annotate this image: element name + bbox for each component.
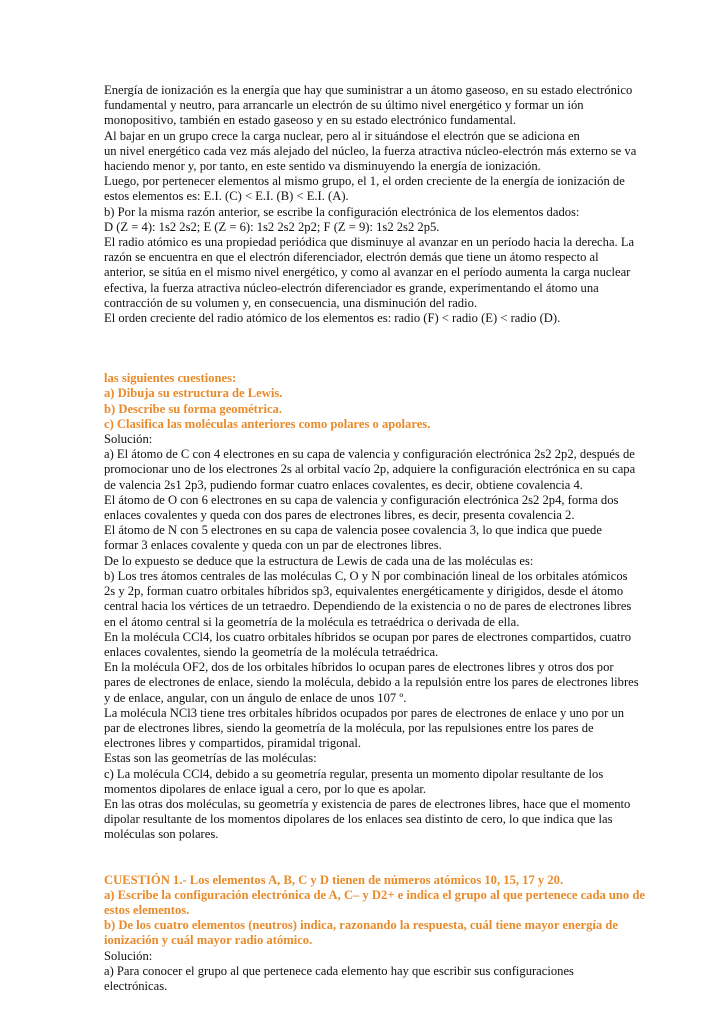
text-line: contracción de su volumen y, en consecuencia, una disminución del radio. [104,295,478,310]
text-line: anterior, se sitúa en el mismo nivel energético, y como al avanzar en el período aumenta la carga nuclear [104,265,631,280]
text-line: a) El átomo de C con 4 electrones en su capa de valencia y configuración electrónica 2s2 2p2, después de [104,447,635,462]
text-line: monopositivo, también en estado gaseoso y en su estado electrónico fundamental. [104,113,516,128]
text-line: En la molécula OF2, dos de los orbitales híbridos lo ocupan pares de electrones libres y otros dos por [104,660,614,675]
spacer [104,326,629,371]
question-heading-line: c) Clasifica las moléculas anteriores como polares o apolares. [104,416,431,431]
spacer [104,843,629,873]
text-line: momentos dipolares de enlace igual a cero, por lo que es apolar. [104,781,427,796]
text-line: enlaces covalentes, siendo la geometría de la molécula tetraédrica. [104,644,439,659]
question-heading-line: b) De los cuatro elementos (neutros) indica, razonando la respuesta, cuál tiene mayor energía de [104,918,618,933]
text-line: a) Para conocer el grupo al que pertenece cada elemento hay que escribir sus configuraciones [104,963,574,978]
text-line: Luego, por pertenecer elementos al mismo grupo, el 1, el orden creciente de la energía de ionización de [104,174,625,189]
text-line: La molécula NCl3 tiene tres orbitales híbridos ocupados por pares de electrones de enlace y uno por un [104,705,625,720]
question-heading-line: a) Escribe la configuración electrónica de A, C– y D2+ e indica el grupo al que pertenece cada uno de [104,887,645,902]
section-cuestion-1 [104,872,645,995]
text-line: un nivel energético cada vez más alejado del núcleo, la fuerza atractiva núcleo-electrón más externo se va [104,143,637,158]
text-line: De lo expuesto se deduce que la estructura de Lewis de cada una de las moléculas es: [104,553,534,568]
text-line: en el átomo central si la geometría de la molécula es tetraédrica o derivada de ella. [104,614,520,629]
text-line: dipolar resultante de los momentos dipolares de los enlaces sea distinto de cero, lo que indica que las [104,812,613,827]
section-lewis-solution [104,432,639,842]
text-line: Estas son las geometrías de las moléculas: [104,751,317,766]
text-line: par de electrones libres, siendo la geometría de la molécula, por las repulsiones entre los pares de [104,720,594,735]
text-line: Al bajar en un grupo crece la carga nuclear, pero al ir situándose el electrón que se adiciona en [104,128,580,143]
text-line: El átomo de O con 6 electrones en su capa de valencia y configuración electrónica 2s2 2p4, forma dos [104,492,619,507]
text-line: formar 3 enlaces covalente y queda con un par de electrones libres. [104,538,442,553]
text-line: moléculas son polares. [104,827,219,842]
text-line: efectiva, la fuerza atractiva núcleo-electrón diferenciador es grande, experimentando el átomo una [104,280,599,295]
question-heading-line: estos elementos. [104,902,190,917]
text-line: Solución: [104,948,153,963]
text-line: En la molécula CCl4, los cuatro orbitales híbridos se ocupan por pares de electrones compartidos, cuatro [104,629,632,644]
text-line: electrones libres y compartidos, piramidal trigonal. [104,736,362,751]
question-heading-line: ionización y cuál mayor radio atómico. [104,933,313,948]
text-line: central hacia los vértices de un tetraedro. Dependiendo de la existencia o no de pares de electrones libres [104,599,632,614]
text-line: estos elementos es: E.I. (C) < E.I. (B) < E.I. (A). [104,189,349,204]
document-page [104,83,645,994]
text-line: enlaces covalentes y queda con dos pares de electrones libres, es decir, presenta covalencia 2. [104,508,575,523]
text-line: fundamental y neutro, para arrancarle un electrón de su último nivel energético y formar un ión [104,98,584,113]
text-line: 2s y 2p, forman cuatro orbitales híbridos sp3, equivalentes energéticamente y dirigidos, desde el átomo [104,584,624,599]
section-ionization-radius [104,83,637,326]
text-line: promocionar uno de los electrones 2s al orbital vacío 2p, adquiere la configuración electrónica en su capa [104,462,636,477]
text-line: de valencia 2s1 2p3, pudiendo formar cuatro enlaces covalentes, es decir, obtiene covalencia 4. [104,477,583,492]
text-line: En las otras dos moléculas, su geometría y existencia de pares de electrones libres, hace que el momento [104,796,631,811]
text-line: b) Los tres átomos centrales de las moléculas C, O y N por combinación lineal de los orbitales atómicos [104,568,628,583]
text-line: haciendo menor y, por tanto, en este sentido va disminuyendo la energía de ionización. [104,159,541,174]
text-line: razón se encuentra en que el electrón diferenciador, electrón demás que tiene un átomo respecto al [104,250,599,265]
text-line: El radio atómico es una propiedad periódica que disminuye al avanzar en un período hacia la derecha. La [104,235,635,250]
text-line: D (Z = 4): 1s2 2s2; E (Z = 6): 1s2 2s2 2p2; F (Z = 9): 1s2 2s2 2p5. [104,219,440,234]
question-heading-line: CUESTIÓN 1.- Los elementos A, B, C y D tienen de números atómicos 10, 15, 17 y 20. [104,872,564,887]
text-line: b) Por la misma razón anterior, se escribe la configuración electrónica de los elementos dados: [104,204,580,219]
question-heading-line: a) Dibuja su estructura de Lewis. [104,386,283,401]
text-line: y de enlace, angular, con un ángulo de enlace de unos 107 º. [104,690,407,705]
text-line: c) La molécula CCl4, debido a su geometría regular, presenta un momento dipolar resultante de los [104,766,604,781]
text-line: pares de electrones de enlace, siendo la molécula, debido a la repulsión entre los pares de electrones libres [104,675,639,690]
text-line: El átomo de N con 5 electrones en su capa de valencia posee covalencia 3, lo que indica que puede [104,523,602,538]
text-line: electrónicas. [104,978,168,993]
question-heading-line: b) Describe su forma geométrica. [104,401,283,416]
question-heading-line: las siguientes cuestiones: [104,371,237,386]
text-line: El orden creciente del radio atómico de los elementos es: radio (F) < radio (E) < radio (D). [104,311,561,326]
text-line: Energía de ionización es la energía que hay que suministrar a un átomo gaseoso, en su estado electrónico [104,83,633,97]
text-line: Solución: [104,432,153,447]
section-lewis-question [104,371,629,432]
